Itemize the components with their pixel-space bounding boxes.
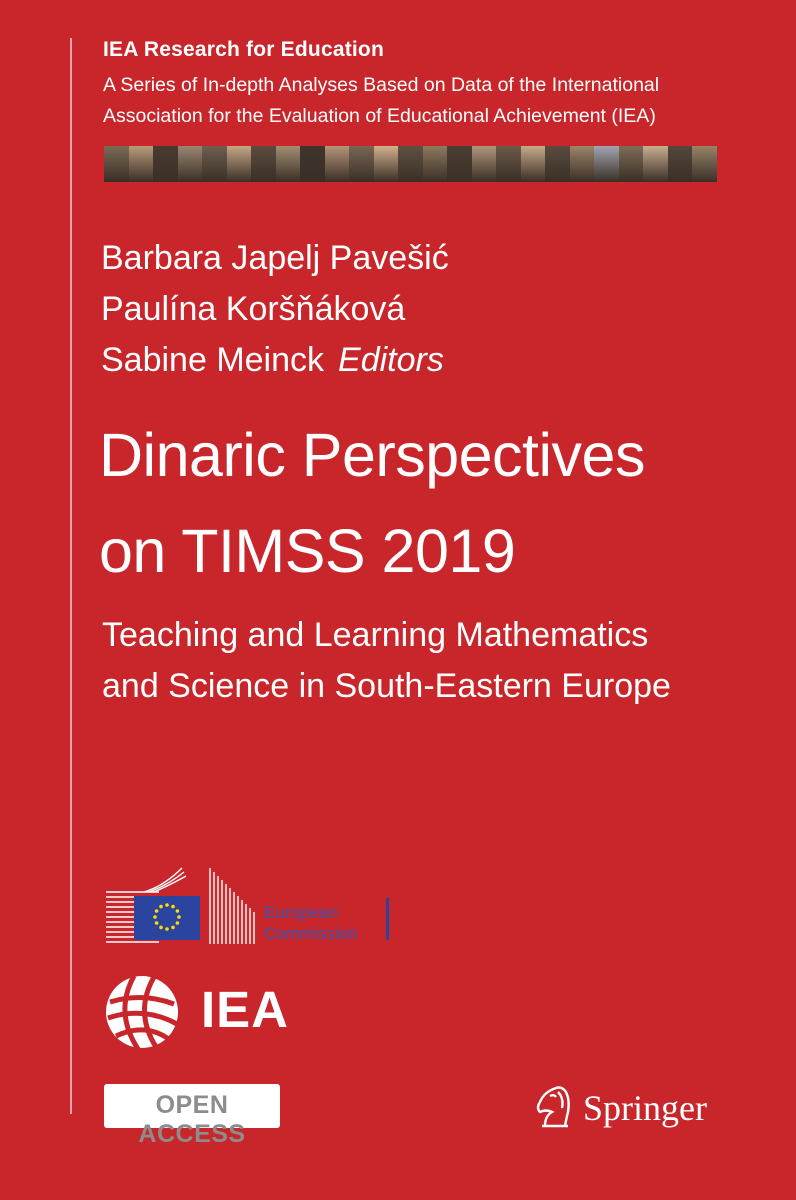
ec-divider [386, 898, 389, 940]
series-subtitle-line-1: A Series of In-depth Analyses Based on Data of the International [103, 74, 660, 96]
photo-tile [619, 146, 644, 182]
photo-tile [349, 146, 374, 182]
photo-tile [325, 146, 350, 182]
editor-name: Barbara Japelj Pavešić [101, 239, 449, 277]
photo-tile [423, 146, 448, 182]
iea-globe-icon [106, 976, 178, 1049]
european-commission-logo [104, 866, 394, 946]
book-subtitle-line-2: and Science in South-Eastern Europe [102, 667, 671, 705]
photo-tile [374, 146, 399, 182]
ec-label-line-1: European [264, 903, 338, 922]
editors-role: Editors [338, 341, 444, 379]
editor-name: Paulína Koršňáková [101, 290, 406, 328]
springer-chess-knight-icon [538, 1088, 569, 1127]
photo-tile [153, 146, 178, 182]
book-title-line-2: on TIMSS 2019 [99, 517, 516, 585]
book-subtitle-line-1: Teaching and Learning Mathematics [102, 616, 649, 654]
photo-tile [643, 146, 668, 182]
photo-tile [300, 146, 325, 182]
photo-tile [668, 146, 693, 182]
editors-block [101, 233, 449, 386]
photo-tile [545, 146, 570, 182]
photo-tile [570, 146, 595, 182]
open-access-badge [104, 1084, 280, 1148]
photo-tile [496, 146, 521, 182]
classroom-photo-strip [104, 146, 717, 182]
photo-tile [692, 146, 717, 182]
photo-tile [227, 146, 252, 182]
series-subtitle-line-2: Association for the Evaluation of Educational Achievement (IEA) [103, 105, 656, 127]
photo-tile [472, 146, 497, 182]
book-title [99, 407, 645, 599]
photo-tile [594, 146, 619, 182]
series-title: IEA Research for Education [103, 38, 384, 61]
photo-tile [398, 146, 423, 182]
editor-name-with-role [101, 335, 449, 386]
eu-flag [134, 896, 200, 940]
springer-wordmark: Springer [583, 1088, 707, 1128]
book-title-line-1: Dinaric Perspectives [99, 421, 645, 489]
ec-label-line-2: Commission [264, 924, 358, 943]
photo-tile [276, 146, 301, 182]
photo-tile [104, 146, 129, 182]
book-subtitle [102, 610, 671, 712]
photo-tile [521, 146, 546, 182]
photo-tile [129, 146, 154, 182]
iea-wordmark: IEA [201, 981, 290, 1038]
photo-tile [202, 146, 227, 182]
cover-vertical-rule [70, 38, 72, 1114]
open-access-label: OPEN ACCESS [138, 1091, 246, 1148]
series-subtitle [103, 70, 659, 132]
photo-tile [178, 146, 203, 182]
photo-tile [251, 146, 276, 182]
photo-tile [447, 146, 472, 182]
editor-name: Sabine Meinck [101, 341, 325, 379]
